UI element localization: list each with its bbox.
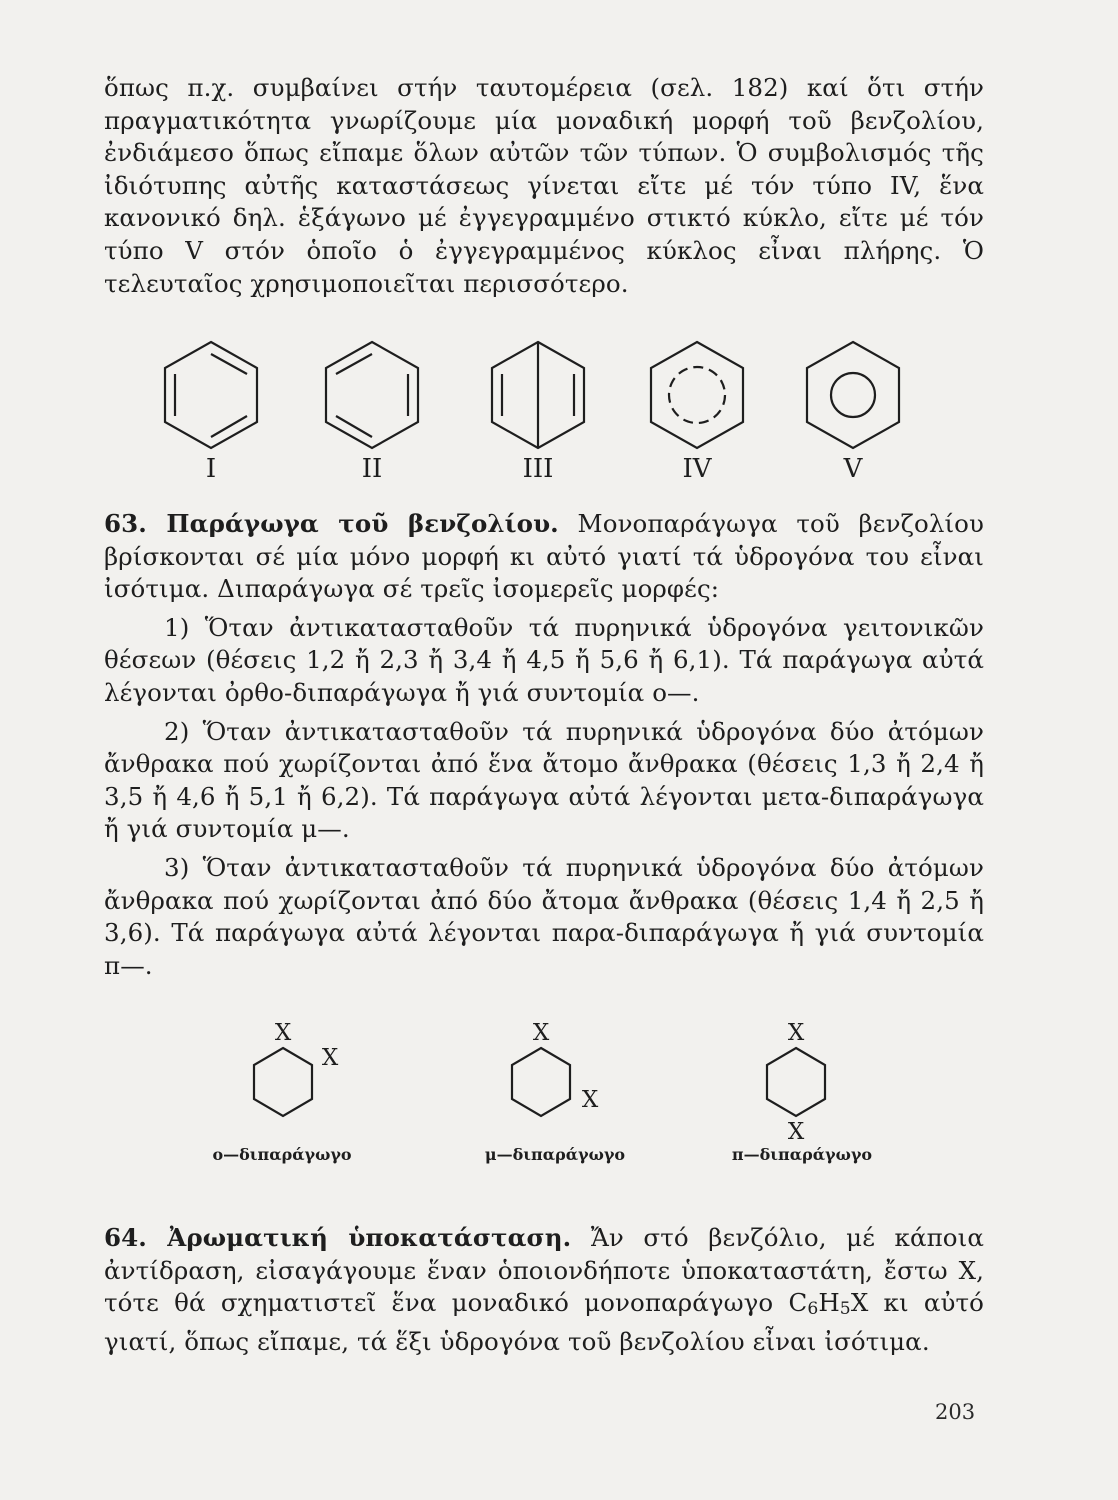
para-x2: X — [787, 1119, 805, 1145]
intro-paragraph: ὅπως π.χ. συμβαίνει στήν ταυτομέρεια (σελ. 182) καί ὅτι στήν πραγματικότητα γνωρίζουμε μία μοναδική μορφή τοῦ βενζολίου, ἐνδιάμεσο ὅπως εἴπαμε ὅλων αὐτῶν τῶν τύπων. Ὁ συμβολισμός τῆς ἰδιότυπης αὐτῆς καταστάσεως γίνεται εἴτε μέ τόν τύπο IV, ἕνα κανονικό δηλ. ἑξάγωνο μέ ἐγγεγραμμένο στικτό κύκλο, εἴτε μέ τόν τύπο V στόν ὁποῖο ὁ ἐγγεγραμμένος κύκλος εἶναι πλήρης. Ὁ τελευταῖος χρησιμοποιεῖται περισσότερο. — [104, 73, 984, 298]
label-II: II — [361, 454, 383, 484]
formula-sub-6: 6 — [807, 1299, 819, 1320]
meta-x1: X — [532, 1020, 550, 1046]
list-item: 3) Ὅταν ἀντικατασταθοῦν τά πυρηνικά ὑδρογόνα δύο ἀτόμων ἄνθρακα πού χωρίζονται ἀπό δύο ἄτομα ἄνθρακα (θέσεις 1,4 ἤ 2,5 ἤ 3,6). Τά παράγωγα αὐτά λέγονται παρα-διπαράγωγα ἤ γιά συντομία π—. — [104, 852, 984, 980]
structure-I — [165, 342, 257, 448]
section-63 — [104, 508, 984, 982]
section-63-heading: 63. Παράγωγα τοῦ βενζολίου. — [104, 509, 559, 538]
section-64 — [104, 1222, 984, 1358]
label-I: I — [205, 454, 217, 484]
para-label: π—διπαράγωγο — [731, 1145, 873, 1164]
list-item: 1) Ὅταν ἀντικατασταθοῦν τά πυρηνικά ὑδρογόνα γειτονικῶν θέσεων (θέσεις 1,2 ἤ 2,3 ἤ 3,4 ἤ 4,5 ἤ 5,6 ἤ 6,1). Τά παράγωγα αὐτά λέγονται ὀρθο-διπαράγωγα ἤ γιά συντομία ο—. — [104, 612, 984, 707]
formula-sub-5: 5 — [839, 1299, 851, 1320]
meta-label: μ—διπαράγωγο — [484, 1145, 626, 1164]
section-64-text-a: Ἄν στό βενζόλιο, μέ κάποια ἀντίδραση, εἰσαγάγουμε ἕναν ὁποιονδήποτε ὑποκαταστάτη, ἔστω Χ, τότε θά σχηματιστεῖ ἕνα μοναδικό μονοπαράγωγο C — [104, 1223, 985, 1318]
meta-ring — [512, 1048, 570, 1116]
ortho-label: ο—διπαράγωγο — [212, 1145, 352, 1164]
section-64-text-b: H — [818, 1288, 840, 1318]
ortho-x1: X — [274, 1020, 292, 1046]
label-V: V — [843, 454, 863, 484]
page-number: 203 — [935, 1400, 976, 1424]
ortho-x2: X — [321, 1045, 339, 1071]
section-64-text-c: Χ κι αὐτό γιατί, ὅπως εἴπαμε, τά ἕξι ὑδρογόνα τοῦ βενζολίου εἶναι ἰσότιμα. — [104, 1288, 984, 1356]
label-III: III — [522, 454, 554, 484]
section-63-text: Μονοπαράγωγα τοῦ βενζολίου βρίσκονται σέ μία μόνο μορφή κι αὐτό γιατί τά ὑδρογόνα του εἶναι ἰσότιμα. Διπαράγωγα σέ τρεῖς ἰσομερεῖς μορφές: — [104, 509, 984, 604]
ortho-ring — [254, 1048, 312, 1116]
section-64-paragraph — [104, 1222, 984, 1358]
section-63-intro — [104, 508, 984, 606]
para-ring — [767, 1048, 825, 1116]
list-item: 2) Ὅταν ἀντικατασταθοῦν τά πυρηνικά ὑδρογόνα δύο ἀτόμων ἄνθρακα πού χωρίζονται ἀπό ἕνα ἄτομο ἄνθρακα (θέσεις 1,3 ἤ 2,4 ἤ 3,5 ἤ 4,6 ἤ 5,1 ἤ 6,2). Τά παράγωγα αὐτά λέγονται μετα-διπαράγωγα ἤ γιά συντομία μ—. — [104, 716, 984, 844]
structure-V — [807, 342, 899, 448]
structure-IV — [651, 342, 743, 448]
meta-x2: X — [581, 1087, 599, 1113]
para-x1: X — [787, 1020, 805, 1046]
isomers-figure — [0, 1010, 1118, 1200]
section-64-heading: 64. Ἀρωματική ὑποκατάσταση. — [104, 1223, 572, 1252]
structure-II — [326, 342, 418, 448]
label-IV: IV — [682, 454, 712, 484]
structure-III — [492, 342, 584, 448]
benzene-structures-figure — [0, 0, 1118, 500]
